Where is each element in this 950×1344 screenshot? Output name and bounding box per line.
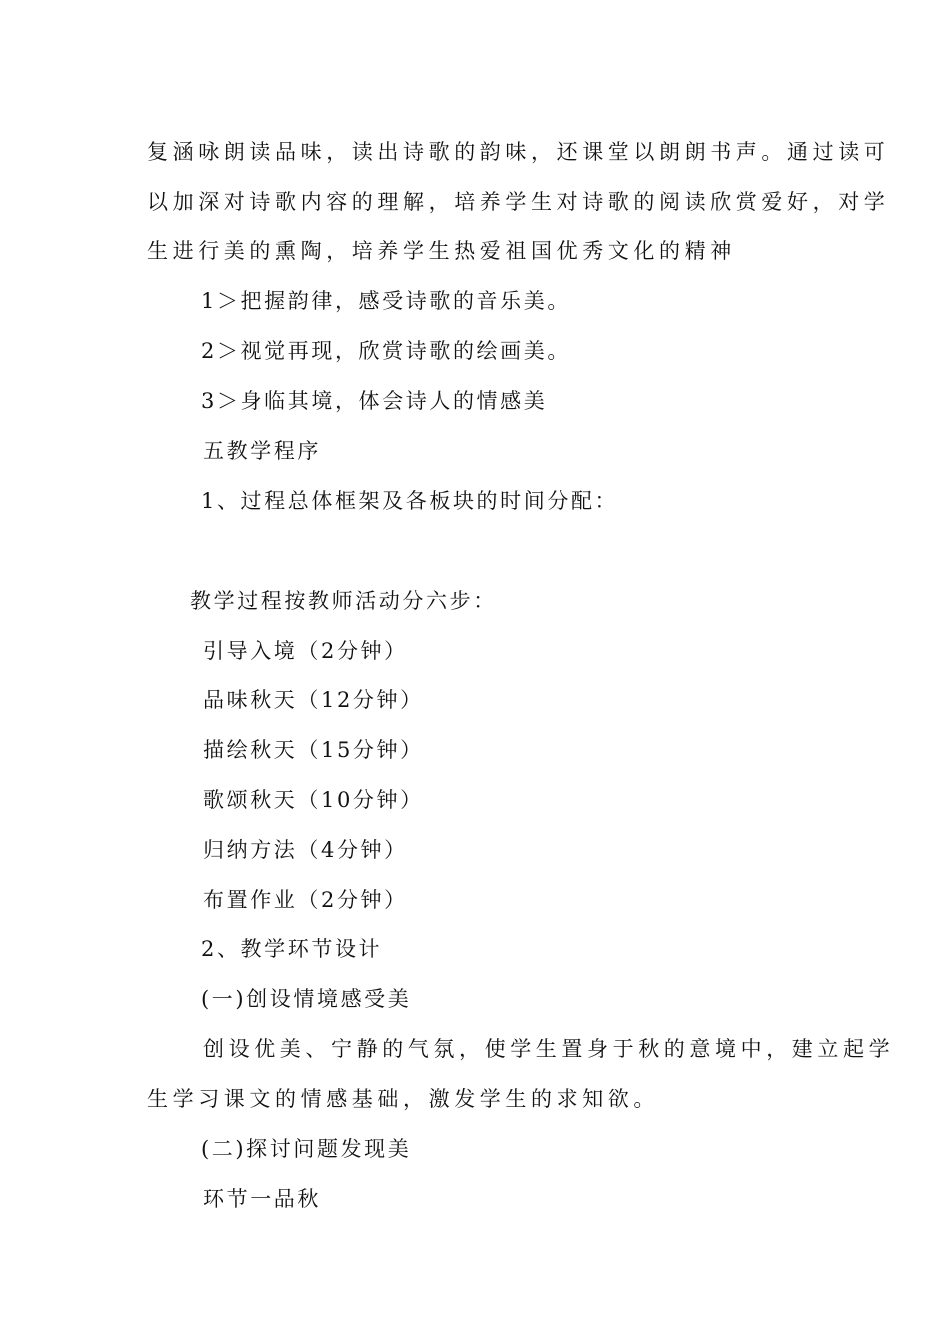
step-item: 描绘秋天（15分钟） [203,738,424,762]
step-item: 引导入境（2分钟） [203,639,408,663]
step-item: 歌颂秋天（10分钟） [203,788,424,812]
step-item: 布置作业（2分钟） [203,888,408,912]
paragraph-line: 创设优美、宁静的气氛，使学生置身于秋的意境中，建立起学 [203,1037,895,1061]
subsection-heading: (二)探讨问题发现美 [201,1137,412,1161]
subsection-heading: (一)创设情境感受美 [201,987,412,1011]
section-heading: 五教学程序 [203,439,321,463]
paragraph-line: 以加深对诗歌内容的理解，培养学生对诗歌的阅读欣赏爱好，对学 [147,190,890,214]
paragraph-line: 生进行美的熏陶，培养学生热爱祖国优秀文化的精神 [147,239,736,263]
paragraph-line: 复涵咏朗读品味，读出诗歌的韵味，还课堂以朗朗书声。通过读可 [147,140,890,164]
goal-item: 2＞视觉再现，欣赏诗歌的绘画美。 [201,339,571,363]
subsection-heading: 2、教学环节设计 [201,937,383,961]
subsection-heading: 环节一品秋 [203,1187,321,1211]
paragraph-line: 生学习课文的情感基础，激发学生的求知欲。 [147,1087,659,1111]
subsection-heading: 1、过程总体框架及各板块的时间分配： [201,489,619,513]
goal-item: 1＞把握韵律，感受诗歌的音乐美。 [201,289,571,313]
step-item: 归纳方法（4分钟） [203,838,408,862]
goal-item: 3＞身临其境，体会诗人的情感美 [201,389,548,413]
step-item: 品味秋天（12分钟） [203,688,424,712]
paragraph-line: 教学过程按教师活动分六步： [190,589,497,613]
